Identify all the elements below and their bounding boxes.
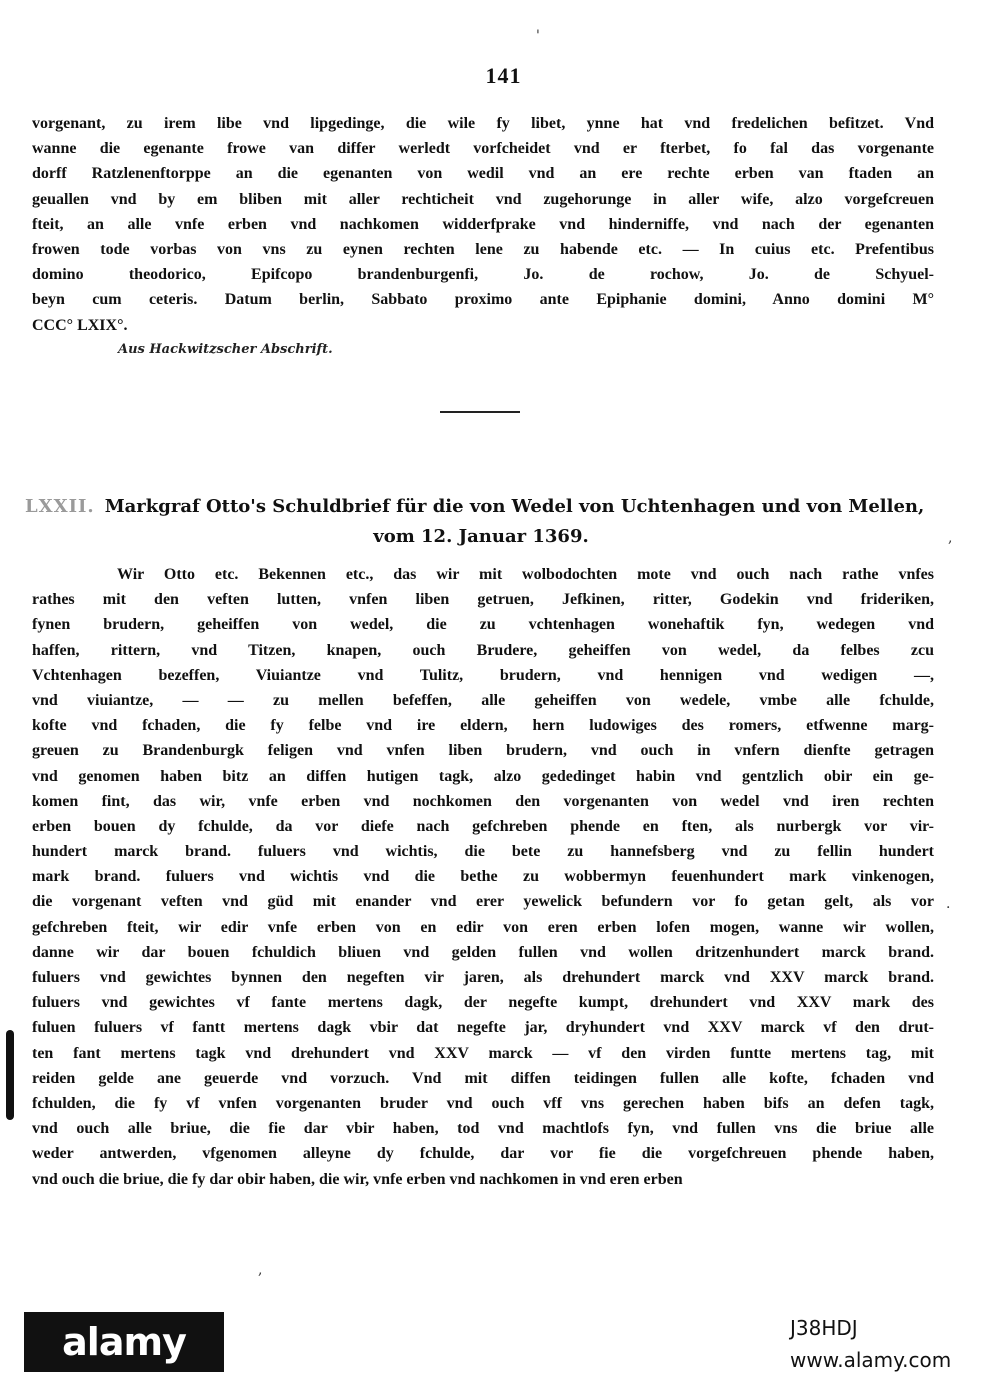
alamy-logo: alamy	[24, 1312, 224, 1372]
text-line: dorff Ratzlenenftorppe an die egenanten von wedil vnd an ere rechte erben van ftaden an	[32, 165, 934, 183]
text-line: weder antwerden, vfgenomen alleyne dy fchulde, dar vor fie die vorgefchreuen phende haben,	[32, 1145, 934, 1163]
text-line: fuluers vnd gewichtes bynnen den negeften vir jaren, als drehundert marck vnd XXV marck brand.	[32, 969, 934, 986]
text-line: rathes mit den veften lutten, vnfen liben getruen, Jefkinen, ritter, Godekin vnd frideriken,	[32, 591, 934, 609]
text-line: wanne die egenante frowe van differ werledt vorfcheidet vnd er fterbet, fo fal das vorgenante	[32, 140, 934, 158]
text-line: beyn cum ceteris. Datum berlin, Sabbato proximo ante Epiphanie domini, Anno domini M°	[32, 291, 934, 309]
text-line: haffen, rittern, vnd Titzen, knapen, ouch Brudere, geheiffen von wedel, da felbes zcu	[32, 641, 934, 659]
text-line: greuen zu Brandenburgk feligen vnd vnfen liben brudern, vnd ouch in vnfern dienfte getragen	[32, 742, 934, 760]
text-line: mark brand. fuluers vnd wichtis vnd die bethe zu wobbermyn feuenhundert mark vinkenogen,	[32, 868, 934, 886]
text-line: vnd ouch die briue, die fy dar obir haben, die wir, vnfe erben vnd nachkomen in vnd eren erben	[32, 1170, 683, 1188]
text-line: fteit, an alle vnfe erben vnd nachkomen widderfprake vnd hinderniffe, vnd nach der egenanten	[32, 215, 934, 233]
margin-scan-mark	[6, 1030, 14, 1120]
source-note: Aus Hackwitzscher Abschrift.	[118, 342, 333, 357]
text-line: ten fant mertens tagk vnd drehundert vnd XXV marck — vf den virden funtte mertens tag, mit	[32, 1044, 934, 1062]
text-line: danne wir dar bouen fchuldich bliuen vnd gelden fullen vnd wollen dritzenhundert marck brand.	[32, 943, 934, 961]
text-line: die vorgenant veften vnd güd mit enander vnd erer yewelick befundern vor fo getan gelt, als vor	[32, 893, 934, 911]
text-line: Wir Otto etc. Bekennen etc., das wir mit wolbodochten mote vnd ouch nach rathe vnfes	[117, 566, 934, 583]
scan-speck: '	[536, 28, 540, 44]
text-line: gefchreben fteit, wir edir vnfe erben von en edir von eren erben lofen mogen, wanne wir wollen,	[32, 918, 934, 936]
section-number: LXXII.	[25, 496, 95, 517]
text-line: Vchtenhagen bezeffen, Viuiantze vnd Tulitz, brudern, vnd hennigen vnd wedigen —,	[32, 666, 934, 684]
text-line: reiden gelde ane geuerde vnd vorzuch. Vnd mit diffen teidingen fullen alle kofte, fchaden vnd	[32, 1069, 934, 1087]
text-line: vnd viuiantze, — — zu mellen befeffen, alle geheiffen von wedele, vmbe alle fchulde,	[32, 691, 934, 709]
site-url: www.alamy.com	[790, 1348, 952, 1372]
page-number: 141	[485, 63, 522, 88]
section-divider	[440, 411, 520, 413]
text-line: fchulden, die fy vf vnfen vorgenanten bruder vnd ouch vff vns gerechen haben bifs an defen tagk,	[32, 1094, 934, 1112]
image-id: J38HDJ	[790, 1316, 858, 1340]
text-line: vnd ouch alle briue, die fie dar vbir haben, tod vnd machtlofs fyn, vnd fullen vns die briue alle	[32, 1120, 934, 1138]
text-line: hundert marck brand. fuluers vnd wichtis, die bete zu hannefsberg vnd zu fellin hundert	[32, 843, 934, 861]
text-line: komen fint, das wir, vnfe erben vnd nochkomen den vorgenanten von wedel vnd iren rechten	[32, 792, 934, 810]
scan-speck: ·	[946, 900, 951, 916]
text-line: vnd genomen haben bitz an diffen hutigen tagk, alzo gededinget habin vnd gentzlich obir ein ge-	[32, 767, 934, 785]
text-line: erben bouen dy fchulde, da vor diefe nach gefchreben phende en ften, als nurbergk vor vir-	[32, 817, 934, 835]
text-line: fuluen fuluers vf fantt mertens dagk vbir dat negefte jar, dryhundert vnd XXV marck vf den drut-	[32, 1019, 934, 1037]
scan-speck: ,	[948, 530, 953, 546]
text-line: geuallen vnd by em bliben mit aller rechticheit vnd zugehorunge in aller wife, alzo vorgefcreuen	[32, 190, 934, 208]
charter-body-text	[32, 562, 934, 1192]
text-line: kofte vnd fchaden, die fy felbe vnd ire eldern, hern ludowiges des romers, etfwenne marg-	[32, 717, 934, 735]
text-line: fynen brudern, geheiffen von wedel, die zu vchtenhagen wonehaftik fyn, wedegen vnd	[32, 616, 934, 634]
section-heading	[25, 492, 937, 552]
stock-footer	[0, 1300, 1007, 1390]
section-title-line1: Markgraf Otto's Schuldbrief für die von Wedel von Uchtenhagen und von Mellen,	[104, 496, 925, 517]
text-line: domino theodorico, Epifcopo brandenburgenfi, Jo. de rochow, Jo. de Schyuel-	[32, 266, 934, 284]
text-line: vorgenant, zu irem libe vnd lipgedinge, die wile fy libet, ynne hat vnd fredelichen befitzet. Vnd	[32, 115, 934, 132]
text-line: CCC° LXIX°.	[32, 316, 128, 334]
section-title-line2: vom 12. Januar 1369.	[373, 526, 589, 547]
text-line: fuluers vnd gewichtes vf fante mertens dagk, der negefte kumpt, drehundert vnd XXV mark des	[32, 994, 934, 1012]
charter-end-text	[32, 111, 934, 338]
text-line: frowen tode vorbas von vns zu eynen rechten lene zu habende etc. — In cuius etc. Prefentibus	[32, 240, 934, 258]
scan-speck: ,	[258, 1262, 263, 1278]
